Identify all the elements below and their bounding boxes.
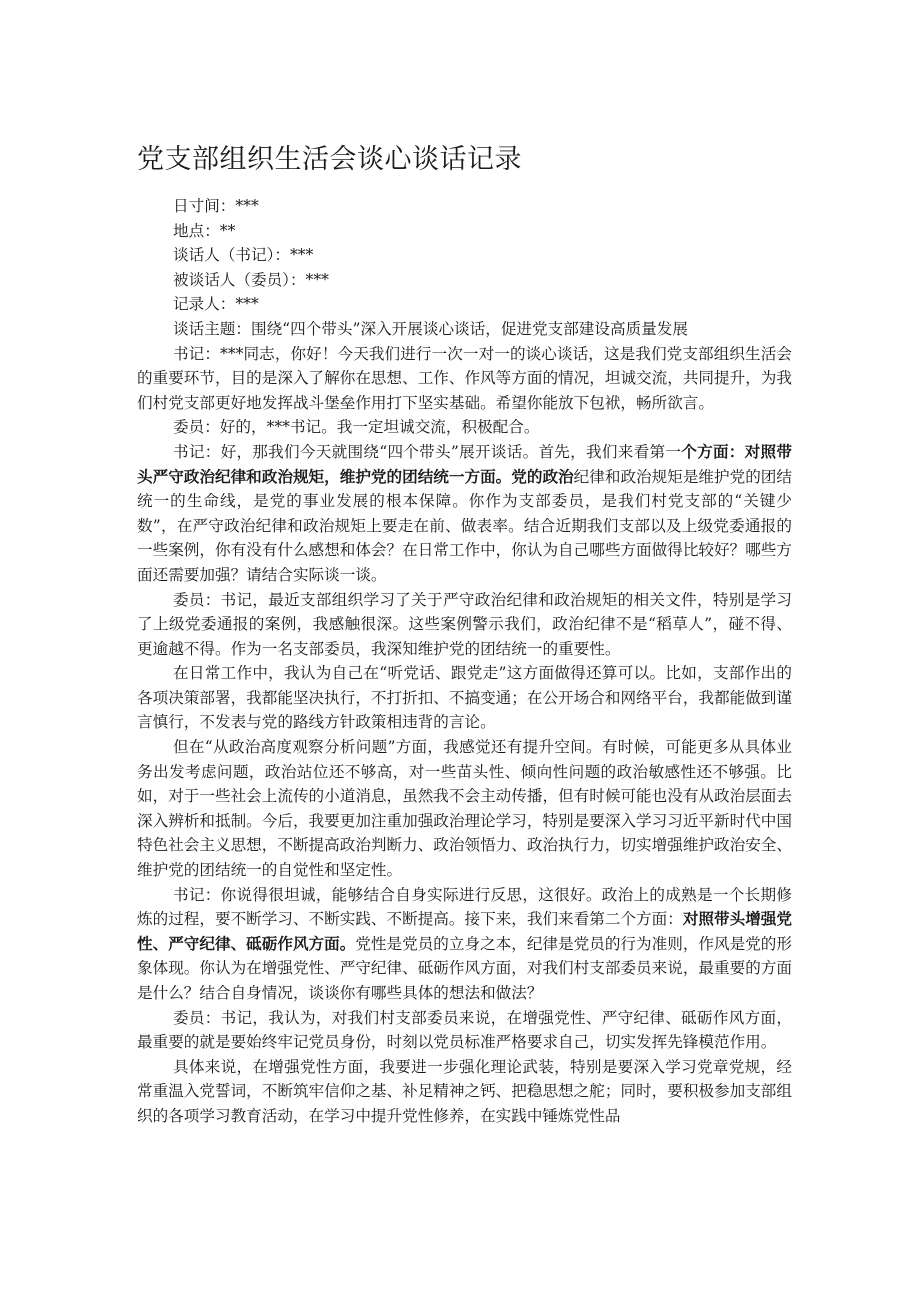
document-title: 党支部组织生活会谈心谈话记录 [137, 144, 522, 175]
meta-time: 日寸间：*** [173, 197, 259, 215]
paragraph-member-reply: 委员：好的，***书记。我一定坦诚交流，积极配合。 [173, 418, 540, 437]
meta-interviewee: 被谈话人（委员）：*** [173, 270, 329, 289]
paragraph-secretary-opening: 书记：***同志，你好！今天我们进行一次一对一的谈心谈话，这是我们党支部组织生活会的重要环节，目的是深入了解你在思想、工作、作风等方面的情况，坦诚交流，共同提升，为我们村党支部更好地发挥战斗堡垒作用打下坚实基础。希望你能放下包袱，畅所欲言。 [137, 344, 792, 412]
bold-heading-first-aspect: 个方面：对照带头严守政治纪律和政治规矩，维护党的团结统一方面。党的政治 [137, 441, 792, 486]
meta-topic: 谈话主题：围绕“四个带头”深入开展谈心谈话，促进党支部建设高质量发展 [173, 319, 688, 338]
paragraph-text: 纪律和政治规矩是维护党的团结统一的生命线，是党的事业发展的根本保障。你作为支部委员，是我们村党支部的“关键少数”，在严守政治纪律和政治规矩上要走在前、做表率。结合近期我们支部以及上级党委通报的一些案例，你有没有什么感想和体会？在日常工作中，你认为自己哪些方面做得比较好？哪些方面还需要加强？请结合实际谈一谈。 [137, 467, 792, 584]
paragraph-text: 书记：你说得很坦诚，能够结合自身实际进行反思，这很好。政治上的成熟是一个长期修炼的过程，要不断学习、不断实践、不断提高。接下来，我们来看第二个方面： [137, 885, 792, 929]
paragraph-secretary-first-aspect [137, 440, 792, 588]
paragraph-member-improvements: 但在“从政治高度观察分析问题”方面，我感觉还有提升空间。有时候，可能更多从具体业务出发考虑问题，政治站位还不够高，对一些苗头性、倾向性问题的政治敏感性还不够强。比如，对于一些社会上流传的小道消息，虽然我不会主动传播，但有时候可能也没有从政治层面去深入辨析和抵制。今后，我要更加注重加强政治理论学习，特别是要深入学习习近平新时代中国特色社会主义思想，不断提高政治判断力、政治领悟力、政治执行力，切实增强维护政治安全、维护党的团结统一的自觉性和坚定性。 [137, 738, 792, 880]
paragraph-member-second-answer: 委员：书记，我认为，对我们村支部委员来说，在增强党性、严守纪律、砥砺作风方面，最重要的就是要始终牢记党员身份，时刻以党员标准严格要求自己，切实发挥先锋模范作用。 [137, 1008, 792, 1052]
paragraph-text: 党性是党员的立身之本，纪律是党员的行为准则，作风是党的形象体现。你认为在增强党性、严守纪律、砥砺作风方面，对我们村支部委员来说，最重要的方面是什么？结合自身情况，谈谈你有哪些具体的想法和做法？ [137, 934, 792, 1002]
meta-place: 地点：** [173, 221, 236, 240]
meta-interviewer: 谈话人（书记）：*** [173, 246, 314, 265]
paragraph-text: 书记：好，那我们今天就围绕“四个带头”展开谈话。首先，我们来看第一 [173, 442, 682, 461]
bold-heading-second-aspect: 对照带头增强党性、严守纪律、砥砺作风方面。 [137, 909, 792, 953]
paragraph-member-first-answer: 委员：书记，最近支部组织学习了关于严守政治纪律和政治规矩的相关文件，特别是学习了上级党委通报的案例，我感触很深。这些案例警示我们，政治纪律不是“稻草人”，碰不得、更逾越不得。作为一名支部委员，我深知维护党的团结统一的重要性。 [137, 590, 792, 658]
document-body [137, 194, 792, 1129]
meta-recorder: 记录人：*** [173, 295, 259, 314]
paragraph-member-strengths: 在日常工作中，我认为自己在“听党话、跟党走”这方面做得还算可以。比如，支部作出的各项决策部署，我都能坚决执行，不打折扣、不搞变通；在公开场合和网络平台，我都能做到谨言慎行，不发表与党的路线方针政策相违背的言论。 [137, 664, 792, 732]
paragraph-member-party-spirit: 具体来说，在增强党性方面，我要进一步强化理论武装，特别是要深入学习党章党规，经常重温入党誓词，不断筑牢信仰之基、补足精神之钙、把稳思想之舵；同时，要积极参加支部组织的各项学习教育活动，在学习中提升党性修养，在实践中锤炼党性品 [137, 1057, 792, 1125]
paragraph-secretary-second-aspect [137, 883, 792, 1006]
